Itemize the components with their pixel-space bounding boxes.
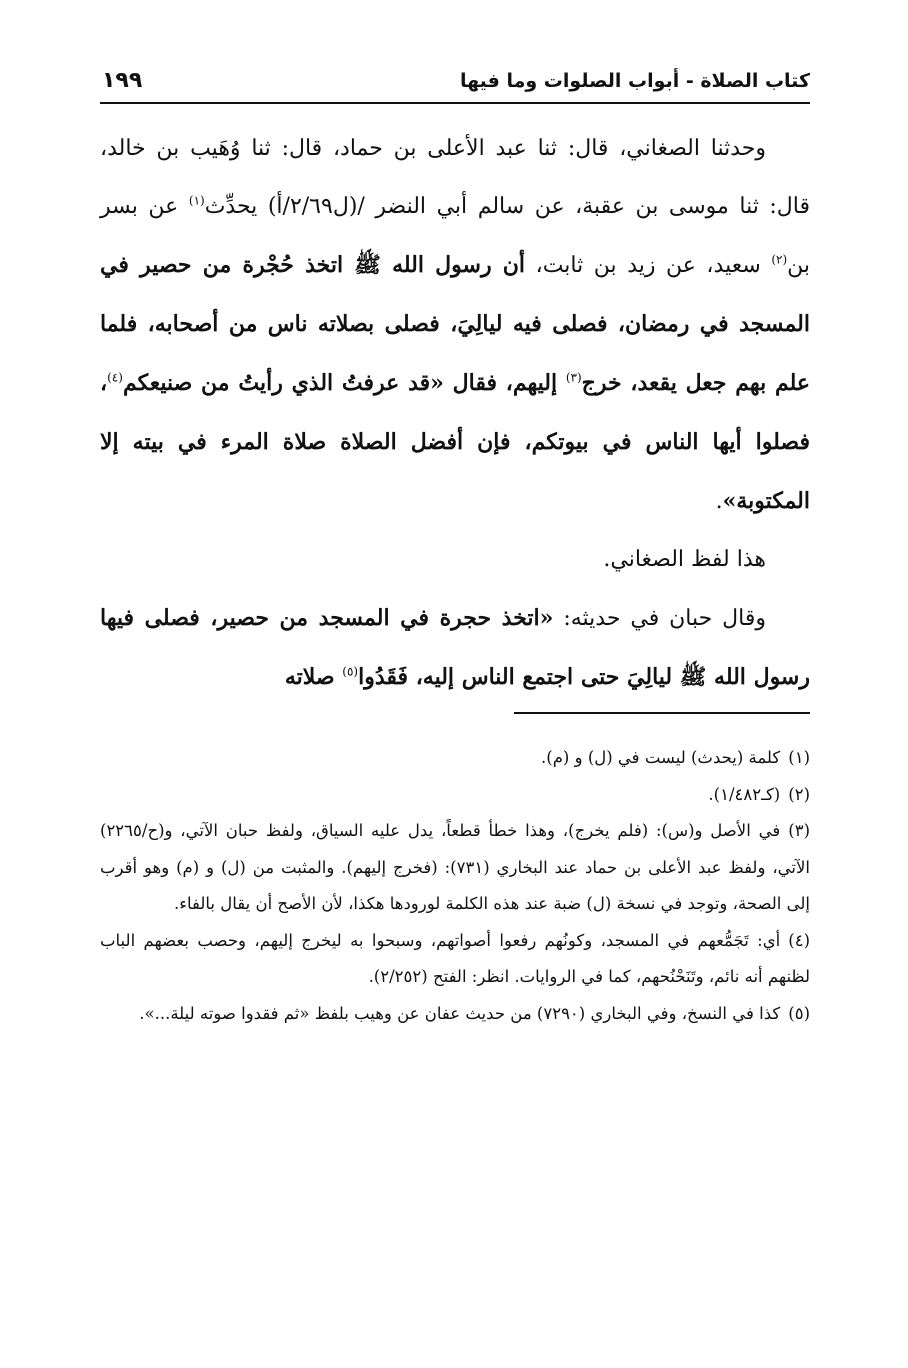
footnote-number: (٢) <box>788 784 810 804</box>
footnote-ref-4: (٤) <box>107 370 123 385</box>
isnad-text: سعيد، عن زيد بن ثابت، <box>525 253 772 278</box>
footnote-text: (كـ١/٤٨٢). <box>708 784 781 804</box>
footnote-separator <box>514 712 810 714</box>
footnote-number: (٤) <box>788 930 810 950</box>
footnote-ref-5: (٥) <box>342 664 359 679</box>
footnote <box>100 813 810 923</box>
note-paragraph <box>100 531 810 589</box>
footnote <box>100 996 810 1033</box>
footnote-number: (٥) <box>788 1003 810 1023</box>
footnote-ref-1: (١) <box>188 193 205 208</box>
footnote <box>100 740 810 777</box>
footnote-text: كلمة (يحدث) ليست في (ل) و (م). <box>541 748 781 767</box>
note-text: هذا لفظ الصغاني. <box>603 547 766 572</box>
running-header <box>100 66 810 106</box>
footnote-number: (١) <box>788 748 810 767</box>
hadith-paragraph <box>100 120 810 531</box>
isnad-text: عن بسر بن <box>100 194 811 278</box>
isnad-text: وحدثنا الصغاني، قال: ثنا عبد الأعلى بن حماد، قال: ثنا وُهَيب بن خالد، قال: ثنا موسى بن عقبة، عن سالم أبي النضر /(ل٢/٦٩/أ) يحدِّث <box>100 136 811 219</box>
matn-quote: ، فصلوا أيها الناس في بيوتكم، فإن أفضل الصلاة صلاة المرء في بيته إلا المكتوبة» <box>100 370 810 514</box>
matn-text: أن رسول الله ﷺ اتخذ حُجْرة من حصير في المسجد في رمضان، فصلى فيه ليالِيَ، فصلى بصلاته ناس من أصحابه، فلما علم بهم جعل يقعد، خرج <box>100 252 810 396</box>
page-number: ١٩٩ <box>102 68 143 93</box>
footnote-text: كذا في النسخ، وفي البخاري (٧٢٩٠) من حديث عفان عن وهيب بلفظ «ثم فقدوا صوته ليلة...». <box>139 1003 781 1023</box>
footnote <box>100 923 810 996</box>
punctuation: . <box>715 489 723 514</box>
footnote-number: (٣) <box>788 821 810 840</box>
hadith-paragraph <box>100 589 810 707</box>
main-text <box>100 120 810 707</box>
footnote-ref-3: (٣) <box>565 370 582 385</box>
footnote-text: أي: تَجَمُّعهم في المسجد، وكونُهم رفعوا أصواتهم، وسبحوا به ليخرج إليهم، وحصب بعضهم الباب لظنهم أنه نائم، وتَنَحْنُحهم، كما في الروايات. انظر: الفتح (٢/٢٥٢). <box>100 930 810 986</box>
narration-intro: وقال حبان في حديثه: <box>553 606 766 631</box>
matn-text: إليهم، فقال <box>443 370 566 396</box>
matn-quote: «اتخذ حجرة في المسجد من حصير، فصلى فيها رسول الله ﷺ ليالِيَ حتى اجتمع الناس إليه، فَقَدُوا <box>100 605 810 690</box>
header-rule <box>100 102 810 104</box>
footnote <box>100 777 810 814</box>
footnote-text: في الأصل و(س): (فلم يخرج)، وهذا خطأ قطعاً، يدل عليه السياق، ولفظ حبان الآتي، و(ح/٢٢٦٥) الآتي، ولفظ عبد الأعلى بن حماد عند البخاري (٧٣١): (فخرج إليهم). والمثبت من (ل) و (م) وهو أقرب إلى الصحة، وتوجد في نسخة (ل) ضبة عند هذه الكلمة لورودها هكذا، لأن الأصح أن يقال بالفاء. <box>100 821 810 913</box>
matn-text: صلاته <box>284 664 343 690</box>
matn-quote: «قد عرفتُ الذي رأيتُ من صنيعكم <box>122 370 444 396</box>
running-title: كتاب الصلاة - أبواب الصلوات وما فيها <box>459 70 810 92</box>
footnote-ref-2: (٢) <box>771 252 788 267</box>
footnotes <box>100 740 810 1032</box>
